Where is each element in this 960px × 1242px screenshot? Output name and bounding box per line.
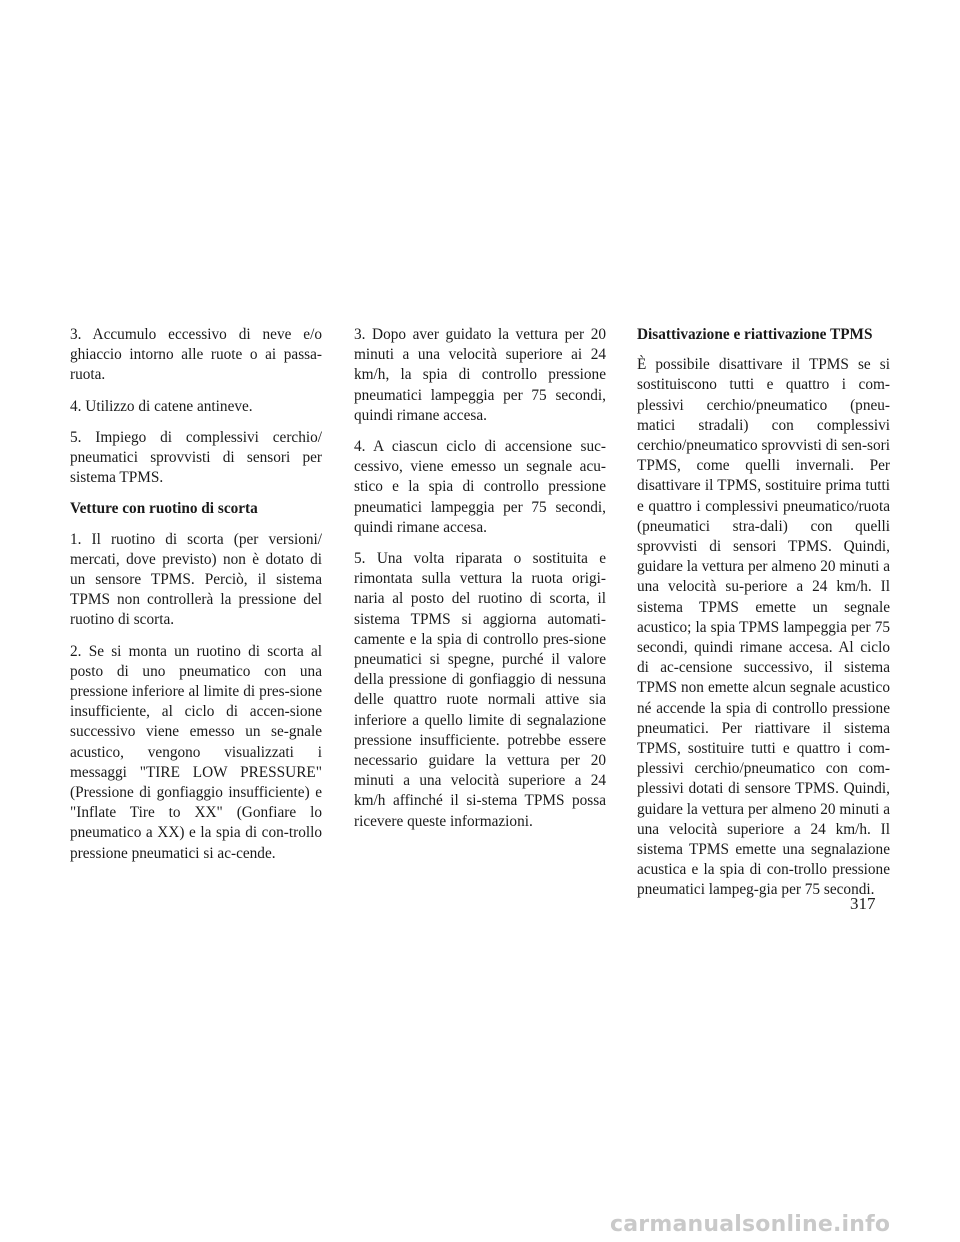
text-column-right [637,325,890,912]
paragraph: 4. Utilizzo di catene antineve. [70,397,253,415]
page-number: 317 [850,894,876,913]
text-column-middle [354,325,606,843]
section-heading: Disattivazione e riattivazione TPMS [637,326,873,343]
watermark: carmanualsonline.info [610,1212,891,1237]
paragraph: 1. Il ruotino di scorta (per versioni/ mercati, dove previsto) non è dotato di un sensore TPMS. Perciò, il sistema TPMS non controllerà la pressione del ruotino di scorta. [70,530,322,629]
paragraph: 4. A ciascun ciclo di accensione suc-cessivo, viene emesso un segnale acu-stico e la spia di controllo pressione pneumatici lampeggia per 75 secondi, quindi rimane accesa. [354,438,606,536]
section-heading: Vetture con ruotino di scorta [70,500,258,518]
paragraph: 5. Impiego di complessivi cerchio/ pneumatici sprovvisti di sensori per sistema TPMS. [70,428,322,487]
paragraph: 5. Una volta riparata o sostituita e rimontata sulla vettura la ruota origi-naria al posto del ruotino di scorta, il sistema TPMS si aggiorna automati-camente e la spia di controllo pres-sione pneumatici si spegne, purché il valore della pressione di gonfiaggio di nessuna delle quattro ruote normali attive sia inferiore a quello limite di segnalazione pressione insufficiente. potrebbe essere necessario guidare la vettura per 20 minuti a una velocità superiore a 24 km/h affinché il si-stema TPMS possa ricevere queste informazioni. [354,550,606,830]
paragraph: È possibile disattivare il TPMS se si sostituiscono tutti e quattro i com-plessivi cerchio/pneumatico (pneu-matici stradali) con complessivi cerchio/pneumatico sprovvisti di sen-sori TPMS, come quelli invernali. Per disattivare il TPMS, sostituire prima tutti e quattro i complessivi pneumatico/ruota (pneumatici stra-dali) con quelli sprovvisti di sensori TPMS. Quindi, guidare la vettura per almeno 20 minuti a una velocità su-periore a 24 km/h. Il sistema TPMS emette un segnale acustico; la spia TPMS lampeggia per 75 secondi, quindi rimane accesa. Al ciclo di ac-censione successivo, il sistema TPMS non emette alcun segnale acustico né accende la spia di controllo pressione pneumatici. Per riattivare il sistema TPMS, sostituire tutti e quattro i com-plessivi cerchio/pneumatico con com-plessivi dotati di sensore TPMS. Quindi, guidare la vettura per almeno 20 minuti a una velocità superiore a 24 km/h. Il sistema TPMS emette una segnalazione acustica e la spia di con-trollo pressione pneumatici lampeg-gia per 75 secondi. [637,356,890,899]
paragraph: 3. Dopo aver guidato la vettura per 20 minuti a una velocità superiore ai 24 km/h, la spia di controllo pressione pneumatici lampeggia per 75 secondi, quindi rimane accesa. [354,326,606,424]
paragraph: 3. Accumulo eccessivo di neve e/o ghiaccio intorno alle ruote o ai passa-ruota. [70,326,322,384]
paragraph: 2. Se si monta un ruotino di scorta al posto di uno pneumatico con una pressione inferiore al limite di pres-sione insufficiente, al ciclo di accen-sione successivo viene emesso un se-gnale acustico, vengono visualizzati i messaggi "TIRE LOW PRESSURE" (Pressione di gonfiaggio insufficiente) e "Inflate Tire to XX" (Gonfiare lo pneumatico a XX) e la spia di con-trollo pressione pneumatici si ac-cende. [70,642,322,862]
text-column-left [70,325,322,875]
